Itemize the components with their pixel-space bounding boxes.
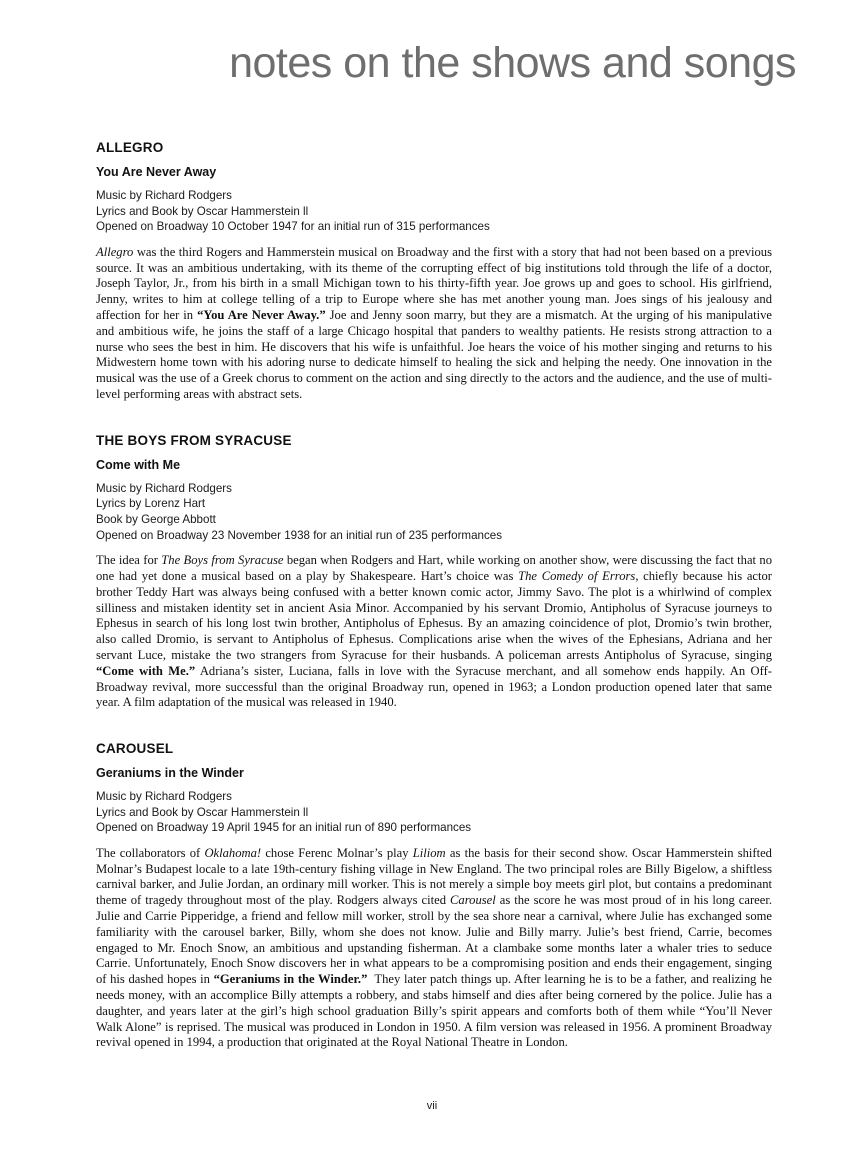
show-entry — [96, 433, 772, 711]
show-title: ALLEGRO — [96, 140, 164, 155]
credit-line: Opened on Broadway 23 November 1938 for an initial run of 235 performances — [96, 528, 503, 542]
page-title: notes on the shows and songs — [229, 39, 796, 87]
song-title: Come with Me — [96, 457, 181, 472]
show-description: The collaborators of Oklahoma! chose Ferenc Molnar’s play Liliom as the basis for their second show. Oscar Hammerstein shifted Molnar’s Budapest locale to a late 19th-century fishing village in New England. The two principal roles are Billy Bigelow, a shiftless carnival barker, and Julie Jordan, an ordinary mill worker. This is not merely a simple boy meets girl plot, but contains a predominant theme of tragedy throughout most of the play. Rodgers always cited Carousel as the score he was most proud of in his long career. Julie and Carrie Pipperidge, a friend and fellow mill worker, stroll by the sea shore near a carnival, where Julie has exchanged some familiarity with the carousel barker, Billy, whom she does not know. Julie and Billy marry. Julie’s best friend, Carrie, becomes engaged to Mr. Enoch Snow, an ambitious and upstanding fisherman. At a clambake some months later a whaler tries to seduce Carrie. Unfortunately, Enoch Snow discovers her in what appears to be a compromising position and ends their engagement, singing of his dashed hopes in “Geraniums in the Winder.” They later patch things up. After learning he is to be a father, and realizing he needs money, with an accomplice Billy attempts a robbery, and stabs himself and dies after being cornered by the police. Julie has a daughter, and years later at the girl’s high school graduation Billy’s spirit appears and comforts both of them while “You’ll Never Walk Alone” is reprised. The musical was produced in London in 1950. A film version was released in 1956. A prominent Broadway revival opened in 1994, a production that originated at the Royal National Theatre in London. — [96, 845, 772, 1050]
page-number: vii — [426, 1100, 438, 1112]
song-title: You Are Never Away — [96, 165, 217, 179]
show-description: Allegro was the third Rogers and Hammerstein musical on Broadway and the first with a story that had not been based on a previous source. It was an ambitious undertaking, with its theme of the corrupting effect of big institutions told through the life of a doctor, Joseph Taylor, Jr., from his birth in a small Michigan town to his thirty-fifth year. Joe grows up and goes to school. His girlfriend, Jenny, writes to him at college telling of a trip to Europe where she has met another young man. Joes sings of his jealousy and affection for her in “You Are Never Away.” Joe and Jenny soon marry, but they are a mismatch. At the urging of his manipulative and ambitious wife, he joins the staff of a large Chicago hospital that panders to wealthy patients. He resists strong attraction to a nurse who sees the best in him. He discovers that his wife is unfaithful. Joe hears the voice of his mother singing and returns to his Midwestern home town with his adoring nurse to dedicate himself to healing the sick and helping the needy. One innovation in the musical was the use of a Greek chorus to comment on the action and sing directly to the actors and the audience, and the use of multi-level performing areas with abstract sets. — [96, 244, 772, 401]
show-description: The idea for The Boys from Syracuse began when Rodgers and Hart, while working on another show, were discussing the fact that no one had yet done a musical based on a play by Shakespeare. Hart’s choice was The Comedy of Errors, chiefly because his actor brother Teddy Hart was always being confused with a better known comic actor, Jimmy Savo. The plot is a whirlwind of complex silliness and mistaken identity set in ancient Asia Minor. Accompanied by his servant Dromio, Antipholus of Syracuse journeys to Ephesus in search of his long lost twin brother, Antipholus of Ephesus. By an amazing coincidence of plot, Dromio’s twin brother, also called Dromio, is servant to Antipholus of Ephesus. Complications arise when the wives of the Ephesians, Adriana and her servant Luce, mistake the two strangers from Syracuse for their husbands. A policeman arrests Antipholus of Syracuse, singing “Come with Me.” Adriana’s sister, Luciana, falls in love with the Syracuse merchant, and all somehow ends happily. An Off-Broadway revival, more successful than the original Broadway run, opened in 1963; a London production opened later that same year. A film adaptation of the musical was released in 1940. — [96, 553, 772, 710]
credit-line: Book by George Abbott — [96, 512, 216, 526]
show-title: CAROUSEL — [96, 741, 174, 757]
show-title: THE BOYS FROM SYRACUSE — [96, 432, 292, 448]
credit-line: Lyrics and Book by Oscar Hammerstein ll — [96, 805, 309, 819]
credit-line: Music by Richard Rodgers — [96, 189, 232, 202]
show-entry — [96, 741, 772, 1051]
song-title: Geraniums in the Winder — [96, 766, 244, 781]
show-entry — [96, 140, 772, 403]
credit-line: Opened on Broadway 19 April 1945 for an initial run of 890 performances — [96, 821, 472, 835]
credit-line: Music by Richard Rodgers — [96, 481, 232, 495]
credit-line: Lyrics by Lorenz Hart — [96, 497, 206, 511]
credits-block — [96, 188, 772, 235]
credit-line: Opened on Broadway 10 October 1947 for an initial run of 315 performances — [96, 220, 490, 234]
credit-line: Music by Richard Rodgers — [96, 790, 232, 804]
credit-line: Lyrics and Book by Oscar Hammerstein ll — [96, 204, 309, 218]
credits-block — [96, 789, 772, 836]
credits-block — [96, 481, 772, 543]
notes-content — [96, 140, 772, 1077]
